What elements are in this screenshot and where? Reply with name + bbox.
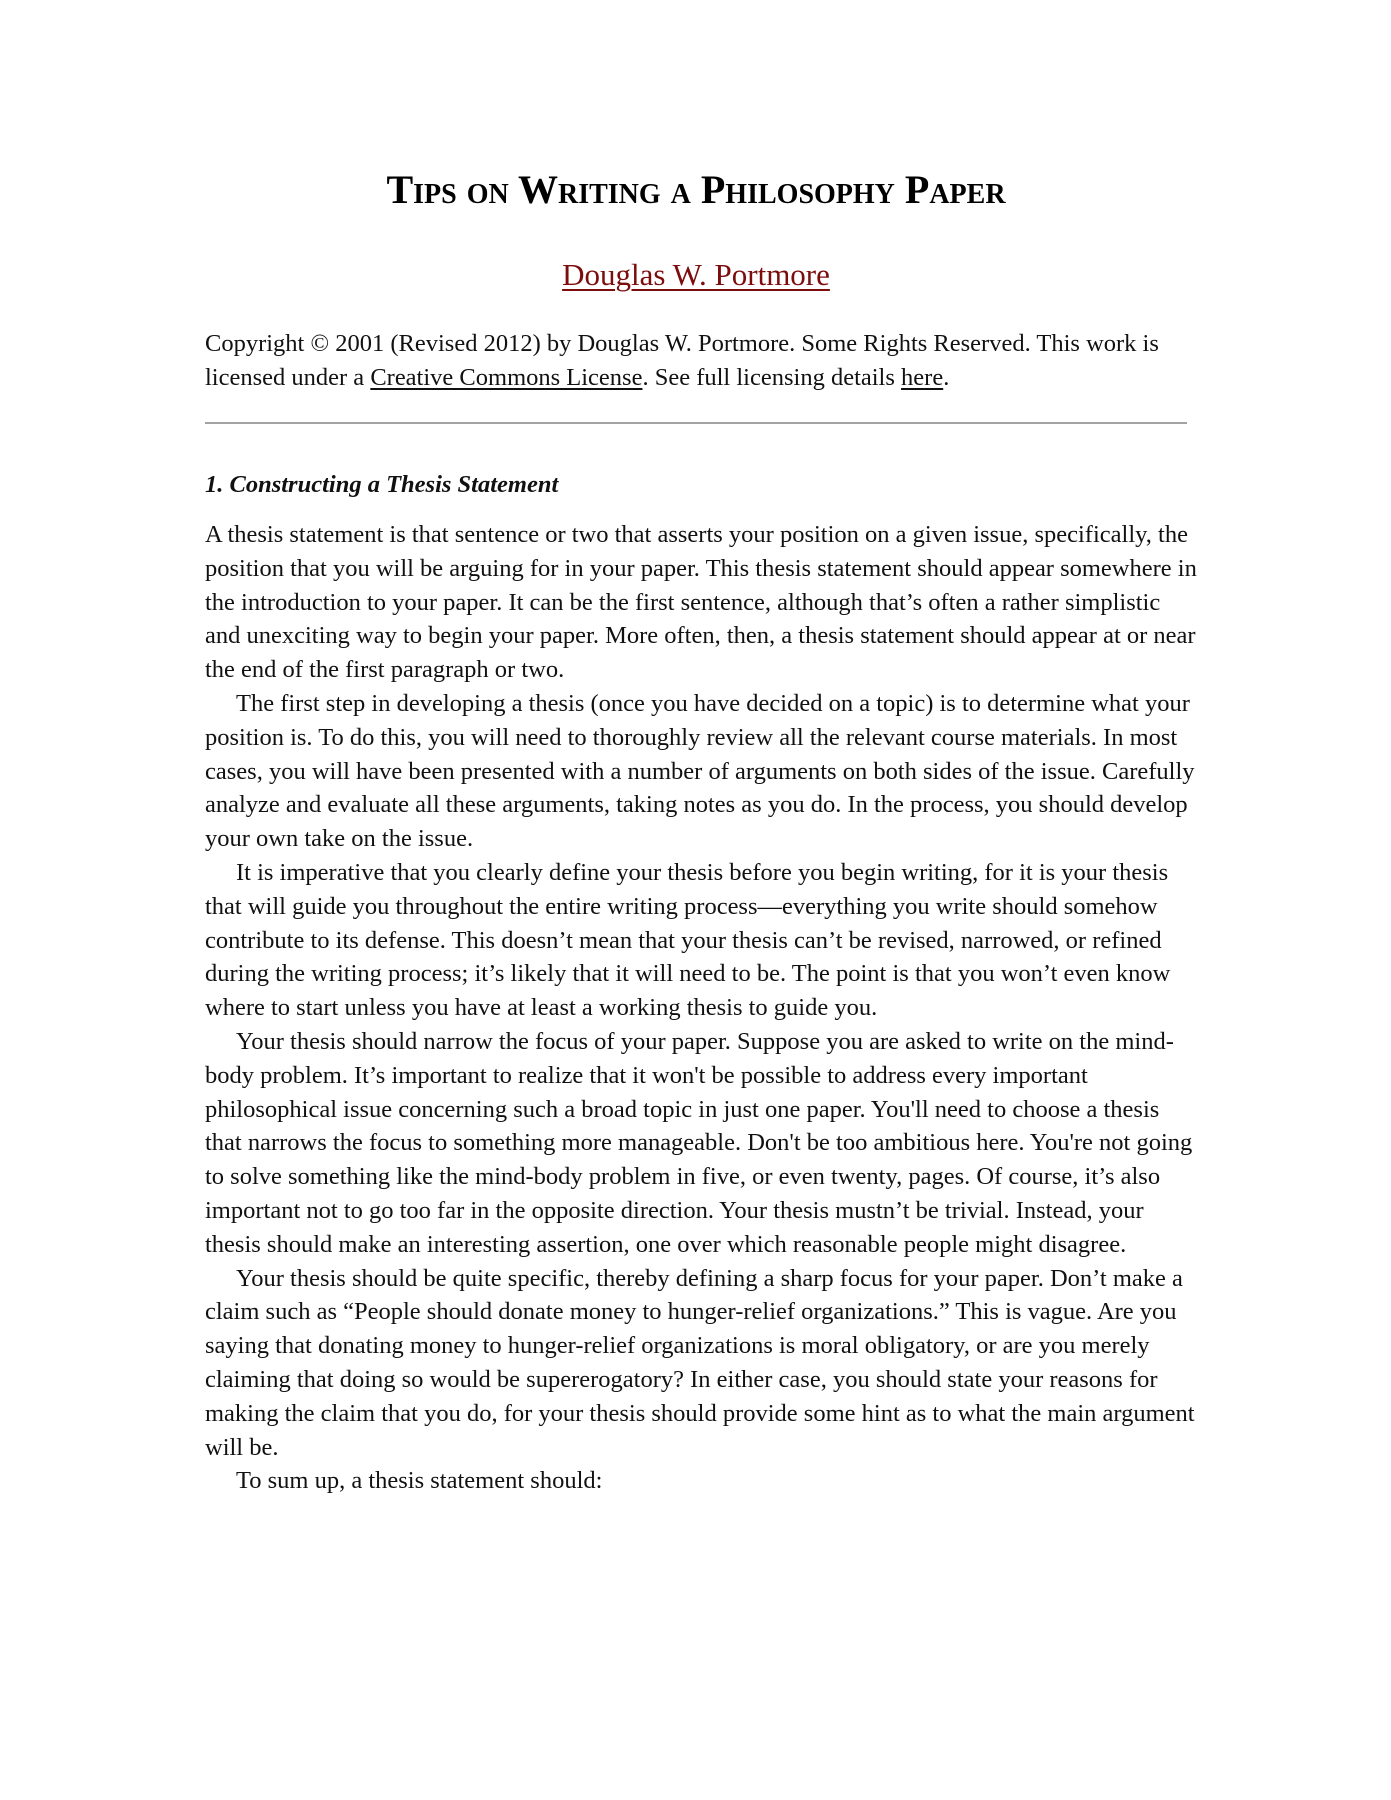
copyright-middle: . See full licensing details bbox=[642, 364, 902, 391]
section-body bbox=[205, 518, 1197, 1498]
horizontal-divider bbox=[205, 422, 1187, 424]
licensing-details-link[interactable]: here bbox=[901, 364, 944, 391]
section-heading: 1. Constructing a Thesis Statement bbox=[205, 471, 559, 498]
author-line bbox=[205, 255, 1187, 301]
paragraph: It is imperative that you clearly define your thesis before you begin writing, for it is your thesis that will guide you throughout the entire writing process—everything you write should somehow contribute to its defense. This doesn’t mean that your thesis can’t be revised, narrowed, or refined during the writing process; it’s likely that it will need to be. The point is that you won’t even know where to start unless you have at least a working thesis to guide you. bbox=[205, 858, 1171, 1022]
copyright-prefix: Copyright © 2001 (Revised 2012) by Douglas W. Portmore. Some Rights Reserved. This work is licensed under a bbox=[205, 330, 1159, 391]
paragraph: Your thesis should be quite specific, thereby defining a sharp focus for your paper. Don’t make a claim such as “People should donate money to hunger-relief organizations.” This is vague. Are you saying that donating money to hunger-relief organizations is moral obligatory, or are you merely claiming that doing so would be supererogatory? In either case, you should state your reasons for making the claim that you do, for your thesis should provide some hint as to what the main argument will be. bbox=[205, 1264, 1195, 1461]
document-title: Tips on Writing a Philosophy Paper bbox=[386, 167, 1006, 212]
paragraph: Your thesis should narrow the focus of your paper. Suppose you are asked to write on the mind-body problem. It’s important to realize that it won't be possible to address every important philosophical issue concerning such a broad topic in just one paper. You'll need to choose a thesis that narrows the focus to something more manageable. Don't be too ambitious here. You're not going to solve something like the mind-body problem in five, or even twenty, pages. Of course, it’s also important not to go too far in the opposite direction. Your thesis mustn’t be trivial. Instead, your thesis should make an interesting assertion, one over which reasonable people might disagree. bbox=[205, 1027, 1193, 1258]
copyright-notice bbox=[205, 327, 1195, 395]
paragraph: A thesis statement is that sentence or two that asserts your position on a given issue, specifically, the position that you will be arguing for in your paper. This thesis statement should appear somewhere in the introduction to your paper. It can be the first sentence, although that’s often a rather simplistic and unexciting way to begin your paper. More often, then, a thesis statement should appear at or near the end of the first paragraph or two. bbox=[205, 521, 1197, 684]
paragraph: The first step in developing a thesis (once you have decided on a topic) is to determine what your position is. To do this, you will need to thoroughly review all the relevant course materials. In most cases, you will have been presented with a number of arguments on both sides of the issue. Carefully analyze and evaluate all these arguments, taking notes as you do. In the process, you should develop your own take on the issue. bbox=[205, 689, 1195, 853]
paragraph: To sum up, a thesis statement should: bbox=[236, 1467, 603, 1495]
copyright-suffix: . bbox=[943, 364, 950, 391]
creative-commons-license-link[interactable]: Creative Commons License bbox=[370, 364, 643, 391]
author-link[interactable]: Douglas W. Portmore bbox=[562, 257, 830, 292]
